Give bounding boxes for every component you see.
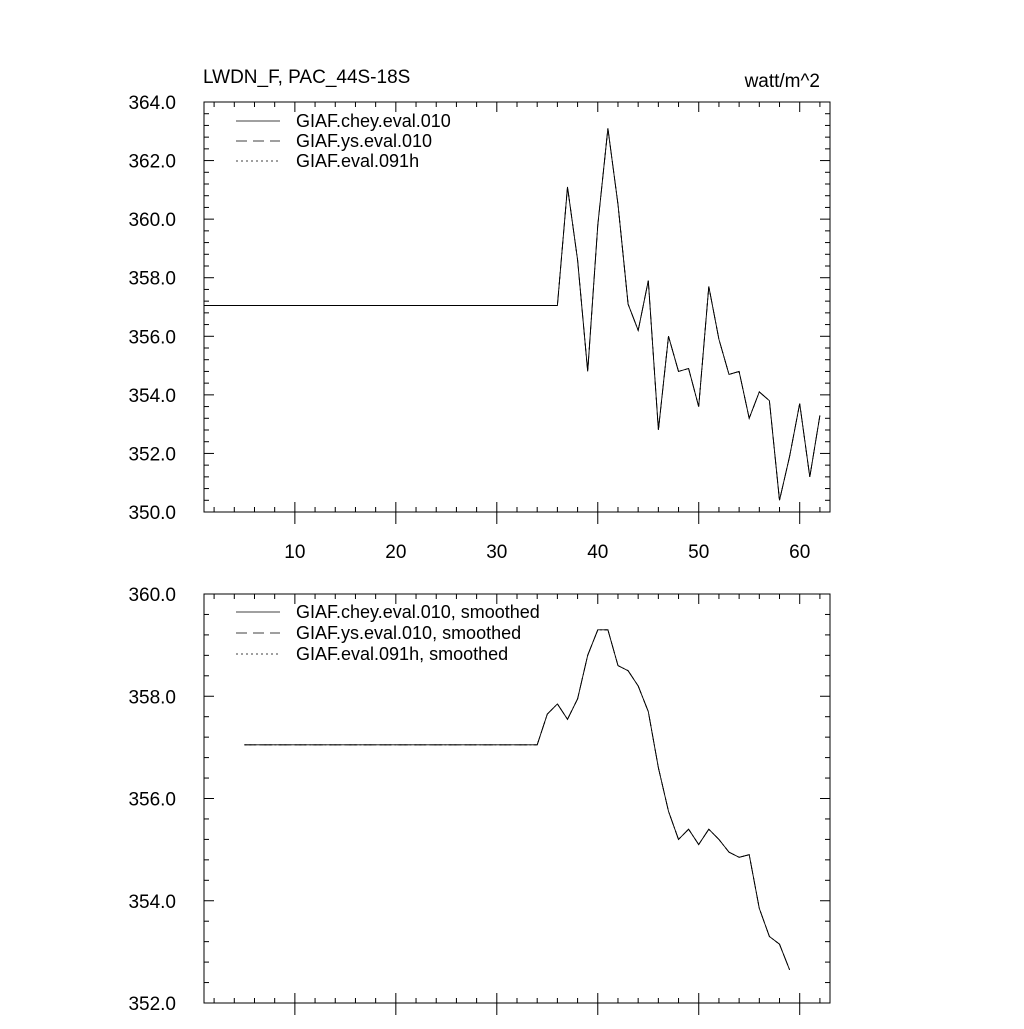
y-tick-label: 360.0 [128, 585, 176, 606]
x-tick-label: 30 [486, 542, 508, 563]
y-tick-label: 356.0 [128, 789, 176, 811]
plot-panel-1 [128, 93, 830, 563]
chart-title: LWDN_F, PAC_44S-18S [203, 67, 411, 88]
y-tick-label: 358.0 [128, 268, 176, 290]
series-line-2 [204, 128, 820, 500]
x-tick-label: 40 [587, 542, 609, 563]
x-tick-label: 10 [284, 542, 306, 563]
y-tick-label: 354.0 [128, 385, 176, 407]
legend-label: GIAF.eval.091h [296, 151, 420, 171]
y-tick-label: 352.0 [128, 994, 176, 1015]
y-tick-label: 360.0 [128, 210, 176, 232]
x-tick-label: 20 [385, 542, 407, 563]
legend-label: GIAF.ys.eval.010, smoothed [296, 623, 522, 643]
y-tick-label: 350.0 [128, 503, 176, 524]
series-line-3 [204, 128, 820, 500]
series-line-2 [244, 630, 789, 970]
legend-label: GIAF.eval.091h, smoothed [296, 644, 509, 664]
x-tick-label: 50 [688, 542, 710, 563]
y-tick-label: 362.0 [128, 151, 176, 173]
series-line-1 [204, 128, 820, 500]
plot-panel-2 [128, 585, 830, 1015]
y-tick-label: 352.0 [128, 444, 176, 466]
legend-label: GIAF.chey.eval.010, smoothed [296, 602, 540, 622]
legend-label: GIAF.chey.eval.010 [296, 111, 451, 131]
y-tick-label: 354.0 [128, 891, 176, 913]
units-label: watt/m^2 [744, 71, 820, 92]
legend-label: GIAF.ys.eval.010 [296, 131, 433, 151]
series-line-1 [244, 630, 789, 970]
x-tick-label: 60 [789, 542, 811, 563]
y-tick-label: 358.0 [128, 687, 176, 709]
y-tick-label: 356.0 [128, 327, 176, 349]
y-tick-label: 364.0 [128, 93, 176, 114]
series-line-3 [244, 630, 789, 970]
